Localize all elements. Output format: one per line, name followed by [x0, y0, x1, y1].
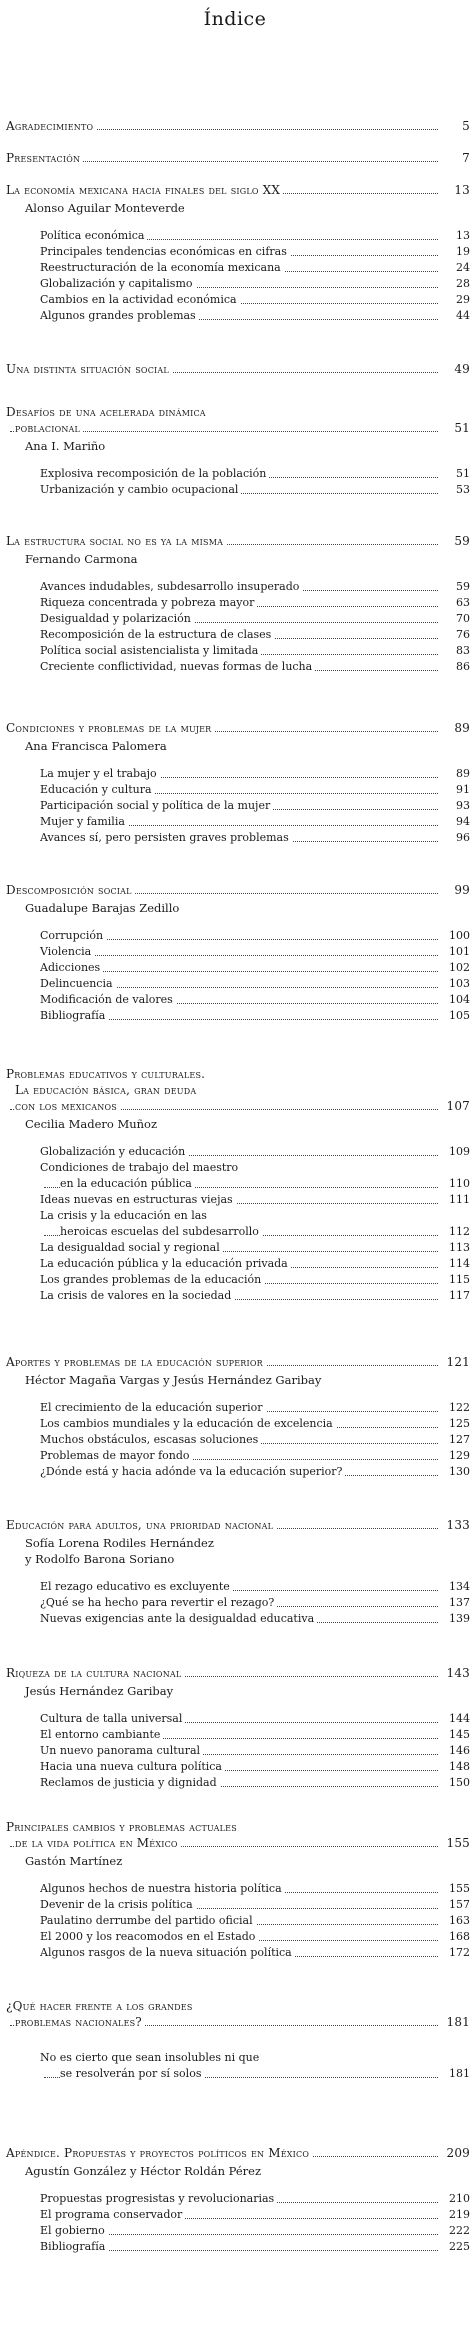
section-entry[interactable] [0, 361, 470, 377]
page-number: 76 [442, 627, 470, 643]
page-number: 122 [442, 1400, 470, 1416]
author-name: Fernando Carmona [25, 552, 138, 566]
page-title: Índice [203, 8, 267, 30]
page-number: 145 [442, 1727, 470, 1743]
page-number: 113 [442, 1240, 470, 1256]
subsection-entry-label: Hacia una nueva cultura política [40, 1759, 225, 1775]
section-entry[interactable] [0, 1354, 470, 1370]
section-entry[interactable] [0, 1665, 470, 1681]
section-entry-line [0, 1066, 470, 1082]
subsection-entry-label: Corrupción [40, 928, 106, 944]
page-number: 93 [442, 798, 470, 814]
page-number: 13 [442, 228, 470, 244]
subsection-entry-label: Creciente conflictividad, nuevas formas de lucha [40, 659, 315, 675]
subsection-entry-label: Globalización y capitalismo [40, 276, 196, 292]
subsection-entry-label: Algunos rasgos de la nueva situación política [40, 1945, 295, 1961]
subsection-entry-label: se resolverán por sí solos [60, 2066, 204, 2082]
page-number: 181 [442, 2014, 470, 2030]
subsection-entry-label: Urbanización y cambio ocupacional [40, 482, 241, 498]
subsection-entry-label: Algunos hechos de nuestra historia política [40, 1881, 285, 1897]
page-number: 130 [442, 1464, 470, 1480]
page-number: 29 [442, 292, 470, 308]
page-number: 144 [442, 1711, 470, 1727]
subsection-entry[interactable] [0, 2239, 470, 2255]
author-name: Cecilia Madero Muñoz [25, 1117, 158, 1131]
section-entry-label: La economía mexicana hacia finales del siglo XX [6, 182, 283, 198]
page-number: 5 [442, 118, 470, 134]
subsection-entry[interactable] [0, 1256, 470, 1272]
page-number: 112 [442, 1224, 470, 1240]
subsection-entry-label: El crecimiento de la educación superior [40, 1400, 266, 1416]
subsection-entry[interactable] [0, 643, 470, 659]
page-number: 86 [442, 659, 470, 675]
page-number: 51 [442, 466, 470, 482]
subsection-entry-label: Participación social y política de la mujer [40, 798, 273, 814]
subsection-entry-label: Los grandes problemas de la educación [40, 1272, 264, 1288]
section-entry-line-text: Problemas educativos y culturales. [6, 1066, 208, 1082]
subsection-entry-label: Problemas de mayor fondo [40, 1448, 193, 1464]
page-number: 100 [442, 928, 470, 944]
section-entry[interactable] [0, 533, 470, 549]
subsection-entry-label: Explosiva recomposición de la población [40, 466, 269, 482]
page-number: 133 [442, 1517, 470, 1533]
section-entry-line-text: La educación básica, gran deuda [15, 1082, 199, 1098]
page-number: 59 [442, 579, 470, 595]
subsection-entry[interactable] [0, 308, 470, 324]
subsection-entry-label: El 2000 y los reacomodos en el Estado [40, 1929, 258, 1945]
subsection-entry[interactable] [0, 1240, 470, 1256]
subsection-entry-label: Bibliografía [40, 2239, 108, 2255]
section-entry-label: Condiciones y problemas de la mujer [6, 720, 214, 736]
page-number: 209 [442, 2145, 470, 2161]
page-number: 91 [442, 782, 470, 798]
subsection-entry[interactable] [0, 944, 470, 960]
page-number: 110 [442, 1176, 470, 1192]
subsection-entry-label: Ideas nuevas en estructuras viejas [40, 1192, 236, 1208]
page-number: 102 [442, 960, 470, 976]
subsection-entry-label: Cambios en la actividad económica [40, 292, 240, 308]
author-name: Ana Francisca Palomera [25, 739, 167, 753]
subsection-entry-label: Avances sí, pero persisten graves problemas [40, 830, 292, 846]
subsection-entry-label: Globalización y educación [40, 1144, 188, 1160]
section-entry[interactable] [0, 118, 470, 134]
section-entry[interactable] [0, 182, 470, 198]
subsection-entry[interactable] [0, 2207, 470, 2223]
section-entry[interactable] [0, 720, 470, 736]
page-number: 143 [442, 1665, 470, 1681]
subsection-entry[interactable] [0, 1400, 470, 1416]
subsection-entry-label: Recomposición de la estructura de clases [40, 627, 274, 643]
subsection-entry[interactable] [0, 928, 470, 944]
subsection-entry[interactable] [0, 1711, 470, 1727]
section-entry-line-text: Principales cambios y problemas actuales [6, 1819, 240, 1835]
page-number: 155 [442, 1881, 470, 1897]
page-number: 134 [442, 1579, 470, 1595]
page-number: 101 [442, 944, 470, 960]
subsection-entry-label: El programa conservador [40, 2207, 185, 2223]
author-name: Sofía Lorena Rodiles Hernández [25, 1536, 214, 1550]
subsection-entry-label: La educación pública y la educación privada [40, 1256, 291, 1272]
author-name: Alonso Aguilar Monteverde [25, 201, 185, 215]
section-entry-label: con los mexicanos [15, 1098, 120, 1114]
page-number: 111 [442, 1192, 470, 1208]
page-number: 53 [442, 482, 470, 498]
section-entry[interactable] [0, 1517, 470, 1533]
page-number: 70 [442, 611, 470, 627]
subsection-entry-label: ¿Dónde está y hacia adónde va la educación superior? [40, 1464, 345, 1480]
subsection-entry[interactable] [0, 976, 470, 992]
author-name: Jesús Hernández Garibay [25, 1684, 174, 1698]
section-entry-label: Presentación [6, 150, 83, 166]
subsection-entry-label: Educación y cultura [40, 782, 155, 798]
section-entry-label: La estructura social no es ya la misma [6, 533, 226, 549]
subsection-entry[interactable] [0, 992, 470, 1008]
subsection-entry-label: Nuevas exigencias ante la desigualdad educativa [40, 1611, 317, 1627]
subsection-entry-label: Principales tendencias económicas en cifras [40, 244, 290, 260]
subsection-entry-label: El entorno cambiante [40, 1727, 163, 1743]
subsection-entry[interactable] [0, 1008, 470, 1024]
subsection-entry[interactable] [0, 1945, 470, 1961]
page-number: 146 [442, 1743, 470, 1759]
page-number: 49 [442, 361, 470, 377]
subsection-entry[interactable] [0, 627, 470, 643]
page-number: 125 [442, 1416, 470, 1432]
section-entry-label: Aportes y problemas de la educación superior [6, 1354, 266, 1370]
page-number: 129 [442, 1448, 470, 1464]
subsection-entry-label: El gobierno [40, 2223, 108, 2239]
subsection-entry-label: Modificación de valores [40, 992, 176, 1008]
subsection-entry[interactable] [0, 2191, 470, 2207]
page-number: 155 [442, 1835, 470, 1851]
subsection-entry-label: Delincuencia [40, 976, 116, 992]
page-number: 105 [442, 1008, 470, 1024]
subsection-entry-line [0, 1160, 470, 1176]
subsection-entry[interactable] [0, 1881, 470, 1897]
page-number: 210 [442, 2191, 470, 2207]
subsection-entry[interactable] [0, 798, 470, 814]
subsection-entry[interactable] [0, 579, 470, 595]
subsection-entry[interactable] [0, 1224, 470, 1240]
section-entry[interactable] [0, 150, 470, 166]
subsection-entry[interactable] [0, 292, 470, 308]
page-number: 168 [442, 1929, 470, 1945]
subsection-entry[interactable] [0, 228, 470, 244]
page-number: 222 [442, 2223, 470, 2239]
subsection-entry[interactable] [0, 1759, 470, 1775]
subsection-entry[interactable] [0, 814, 470, 830]
section-entry-label: poblacional [15, 420, 83, 436]
section-entry-label: Apéndice. Propuestas y proyectos políticos en México [6, 2145, 312, 2161]
author-name: y Rodolfo Barona Soriano [25, 1552, 175, 1566]
subsection-entry-label: en la educación pública [60, 1176, 195, 1192]
subsection-entry-label: Mujer y familia [40, 814, 128, 830]
subsection-entry[interactable] [0, 659, 470, 675]
page-number: 139 [442, 1611, 470, 1627]
section-entry-label: Educación para adultos, una prioridad nacional [6, 1517, 276, 1533]
subsection-entry-label: La mujer y el trabajo [40, 766, 160, 782]
subsection-entry[interactable] [0, 276, 470, 292]
subsection-entry-label: Muchos obstáculos, escasas soluciones [40, 1432, 261, 1448]
subsection-entry[interactable] [0, 2066, 470, 2082]
page-number: 63 [442, 595, 470, 611]
section-entry-line-text: ¿Qué hacer frente a los grandes [6, 1998, 196, 2014]
subsection-entry[interactable] [0, 2223, 470, 2239]
subsection-entry-label: Devenir de la crisis política [40, 1897, 196, 1913]
subsection-entry[interactable] [0, 830, 470, 846]
subsection-entry[interactable] [0, 782, 470, 798]
subsection-entry[interactable] [0, 482, 470, 498]
page-number: 24 [442, 260, 470, 276]
subsection-entry[interactable] [0, 1176, 470, 1192]
subsection-entry-label: Un nuevo panorama cultural [40, 1743, 203, 1759]
section-entry[interactable] [0, 420, 470, 436]
subsection-entry-label: Reestructuración de la economía mexicana [40, 260, 284, 276]
subsection-entry[interactable] [0, 1743, 470, 1759]
subsection-entry[interactable] [0, 595, 470, 611]
page-number: 114 [442, 1256, 470, 1272]
page-number: 44 [442, 308, 470, 324]
page-number: 137 [442, 1595, 470, 1611]
page-number: 117 [442, 1288, 470, 1304]
author-name: Ana I. Mariño [25, 439, 106, 453]
subsection-entry[interactable] [0, 1144, 470, 1160]
page-number: 109 [442, 1144, 470, 1160]
subsection-entry-label: Avances indudables, subdesarrollo insuperado [40, 579, 302, 595]
subsection-entry[interactable] [0, 1775, 470, 1791]
page-number: 225 [442, 2239, 470, 2255]
section-entry-line [0, 1082, 470, 1098]
subsection-entry[interactable] [0, 960, 470, 976]
section-entry[interactable] [0, 2014, 470, 2030]
section-entry-label: problemas nacionales? [15, 2014, 145, 2030]
section-entry-label: Riqueza de la cultura nacional [6, 1665, 184, 1681]
section-entry[interactable] [0, 1098, 470, 1114]
subsection-entry[interactable] [0, 1579, 470, 1595]
subsection-entry[interactable] [0, 1897, 470, 1913]
subsection-entry[interactable] [0, 1913, 470, 1929]
subsection-entry-label: Política social asistencialista y limitada [40, 643, 261, 659]
subsection-entry-label: El rezago educativo es excluyente [40, 1579, 233, 1595]
subsection-entry-label: Cultura de talla universal [40, 1711, 185, 1727]
page-number: 219 [442, 2207, 470, 2223]
section-entry-label: Descomposición social [6, 882, 135, 898]
page-number: 172 [442, 1945, 470, 1961]
subsection-entry-label: La crisis de valores en la sociedad [40, 1288, 234, 1304]
subsection-entry-label: La desigualdad social y regional [40, 1240, 223, 1256]
page-number: 127 [442, 1432, 470, 1448]
section-entry[interactable] [0, 1835, 470, 1851]
subsection-entry[interactable] [0, 1432, 470, 1448]
section-entry-line [0, 1998, 470, 2014]
subsection-entry[interactable] [0, 1288, 470, 1304]
section-entry[interactable] [0, 2145, 470, 2161]
subsection-entry-label: Bibliografía [40, 1008, 108, 1024]
subsection-entry-line-text: Condiciones de trabajo del maestro [40, 1160, 241, 1176]
page-number: 96 [442, 830, 470, 846]
page-number: 115 [442, 1272, 470, 1288]
page-number: 104 [442, 992, 470, 1008]
subsection-entry[interactable] [0, 1416, 470, 1432]
subsection-entry[interactable] [0, 1929, 470, 1945]
subsection-entry-label: heroicas escuelas del subdesarrollo [60, 1224, 262, 1240]
subsection-entry[interactable] [0, 1611, 470, 1627]
section-entry-label: de la vida política en México [15, 1835, 181, 1851]
subsection-entry[interactable] [0, 1448, 470, 1464]
subsection-entry[interactable] [0, 1192, 470, 1208]
subsection-entry-line [0, 2050, 470, 2066]
page-number: 89 [442, 766, 470, 782]
subsection-entry-line [0, 1208, 470, 1224]
subsection-entry[interactable] [0, 1464, 470, 1480]
page-number: 13 [442, 182, 470, 198]
page-number: 107 [442, 1098, 470, 1114]
subsection-entry-label: Política económica [40, 228, 147, 244]
page-number: 157 [442, 1897, 470, 1913]
section-entry-line-text: Desafíos de una acelerada dinámica [6, 404, 209, 420]
section-entry-label: Una distinta situación social [6, 361, 172, 377]
page-number: 94 [442, 814, 470, 830]
subsection-entry[interactable] [0, 766, 470, 782]
subsection-entry[interactable] [0, 244, 470, 260]
subsection-entry-label: Riqueza concentrada y pobreza mayor [40, 595, 257, 611]
section-entry-line [0, 1819, 470, 1835]
subsection-entry-line-text: La crisis y la educación en las [40, 1208, 210, 1224]
author-name: Gastón Martínez [25, 1854, 123, 1868]
page-number: 121 [442, 1354, 470, 1370]
subsection-entry[interactable] [0, 466, 470, 482]
page-number: 59 [442, 533, 470, 549]
dot-leader [44, 955, 438, 956]
subsection-entry-label: Algunos grandes problemas [40, 308, 199, 324]
section-entry-label: Agradecimiento [6, 118, 96, 134]
page-number: 103 [442, 976, 470, 992]
page-number: 99 [442, 882, 470, 898]
page-number: 19 [442, 244, 470, 260]
subsection-entry-line-text: No es cierto que sean insolubles ni que [40, 2050, 262, 2066]
page-number: 148 [442, 1759, 470, 1775]
subsection-entry-label: ¿Qué se ha hecho para revertir el rezago? [40, 1595, 277, 1611]
author-name: Héctor Magaña Vargas y Jesús Hernández Garibay [25, 1373, 322, 1387]
page-number: 163 [442, 1913, 470, 1929]
page-number: 28 [442, 276, 470, 292]
subsection-entry[interactable] [0, 1595, 470, 1611]
author-name: Guadalupe Barajas Zedillo [25, 901, 180, 915]
subsection-entry[interactable] [0, 1272, 470, 1288]
page-number: 83 [442, 643, 470, 659]
subsection-entry-label: Paulatino derrumbe del partido oficial [40, 1913, 256, 1929]
subsection-entry[interactable] [0, 1727, 470, 1743]
subsection-entry-label: Adicciones [40, 960, 103, 976]
subsection-entry-label: Los cambios mundiales y la educación de excelencia [40, 1416, 336, 1432]
page-number: 150 [442, 1775, 470, 1791]
subsection-entry-label: Propuestas progresistas y revolucionarias [40, 2191, 277, 2207]
subsection-entry-label: Reclamos de justicia y dignidad [40, 1775, 220, 1791]
page-number: 89 [442, 720, 470, 736]
subsection-entry[interactable] [0, 260, 470, 276]
page-number: 7 [442, 150, 470, 166]
author-name: Agustín González y Héctor Roldán Pérez [25, 2164, 262, 2178]
subsection-entry-label: Desigualdad y polarización [40, 611, 194, 627]
subsection-entry-label: Violencia [40, 944, 94, 960]
page-number: 181 [442, 2066, 470, 2082]
section-entry-line [0, 404, 470, 420]
section-entry[interactable] [0, 882, 470, 898]
page-number: 51 [442, 420, 470, 436]
subsection-entry[interactable] [0, 611, 470, 627]
